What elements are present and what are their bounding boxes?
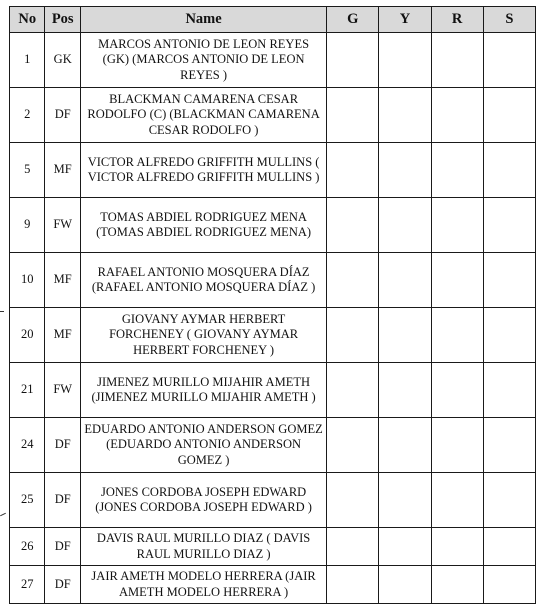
player-red	[431, 473, 483, 528]
player-red	[431, 308, 483, 363]
player-yellow	[379, 308, 431, 363]
player-goals	[327, 566, 379, 604]
player-no: 21	[10, 363, 45, 418]
player-name: BLACKMAN CAMARENA CESAR RODOLFO (C) (BLACKMAN CAMARENA CESAR RODOLFO )	[80, 88, 326, 143]
player-no: 26	[10, 528, 45, 566]
player-yellow	[379, 363, 431, 418]
player-no: 27	[10, 566, 45, 604]
player-pos: MF	[45, 308, 80, 363]
player-subs	[483, 363, 535, 418]
page-edge-mark	[0, 513, 6, 516]
lineup-table	[9, 6, 536, 604]
player-pos: DF	[45, 88, 80, 143]
player-subs	[483, 418, 535, 473]
header-goals: G	[327, 7, 379, 33]
header-no: No	[10, 7, 45, 33]
player-subs	[483, 143, 535, 198]
player-yellow	[379, 88, 431, 143]
player-name: GIOVANY AYMAR HERBERT FORCHENEY ( GIOVANY AYMAR HERBERT FORCHENEY )	[80, 308, 326, 363]
player-red	[431, 418, 483, 473]
player-name: VICTOR ALFREDO GRIFFITH MULLINS ( VICTOR ALFREDO GRIFFITH MULLINS )	[80, 143, 326, 198]
player-goals	[327, 418, 379, 473]
player-row	[10, 566, 536, 604]
player-red	[431, 566, 483, 604]
player-yellow	[379, 253, 431, 308]
player-subs	[483, 528, 535, 566]
header-name: Name	[80, 7, 326, 33]
player-goals	[327, 363, 379, 418]
player-row	[10, 253, 536, 308]
player-subs	[483, 88, 535, 143]
player-goals	[327, 253, 379, 308]
player-yellow	[379, 528, 431, 566]
player-row	[10, 143, 536, 198]
player-subs	[483, 473, 535, 528]
player-subs	[483, 308, 535, 363]
player-name: RAFAEL ANTONIO MOSQUERA DÍAZ (RAFAEL ANTONIO MOSQUERA DÍAZ )	[80, 253, 326, 308]
header-pos: Pos	[45, 7, 80, 33]
player-pos: FW	[45, 198, 80, 253]
player-name: DAVIS RAUL MURILLO DIAZ ( DAVIS RAUL MURILLO DIAZ )	[80, 528, 326, 566]
player-no: 9	[10, 198, 45, 253]
player-goals	[327, 88, 379, 143]
player-name: JIMENEZ MURILLO MIJAHIR AMETH (JIMENEZ MURILLO MIJAHIR AMETH )	[80, 363, 326, 418]
page-edge-mark	[0, 311, 4, 312]
player-red	[431, 528, 483, 566]
player-goals	[327, 473, 379, 528]
player-pos: GK	[45, 33, 80, 88]
header-red: R	[431, 7, 483, 33]
header-subs: S	[483, 7, 535, 33]
player-pos: DF	[45, 528, 80, 566]
player-subs	[483, 33, 535, 88]
player-name: MARCOS ANTONIO DE LEON REYES (GK) (MARCOS ANTONIO DE LEON REYES )	[80, 33, 326, 88]
player-red	[431, 198, 483, 253]
player-no: 5	[10, 143, 45, 198]
player-pos: FW	[45, 363, 80, 418]
player-pos: MF	[45, 253, 80, 308]
player-row	[10, 473, 536, 528]
player-row	[10, 308, 536, 363]
player-row	[10, 418, 536, 473]
player-goals	[327, 143, 379, 198]
player-no: 20	[10, 308, 45, 363]
player-pos: DF	[45, 473, 80, 528]
player-no: 24	[10, 418, 45, 473]
player-goals	[327, 33, 379, 88]
player-row	[10, 198, 536, 253]
player-row	[10, 528, 536, 566]
player-yellow	[379, 418, 431, 473]
player-no: 1	[10, 33, 45, 88]
player-name: TOMAS ABDIEL RODRIGUEZ MENA (TOMAS ABDIEL RODRIGUEZ MENA)	[80, 198, 326, 253]
header-row	[10, 7, 536, 33]
player-subs	[483, 198, 535, 253]
player-goals	[327, 198, 379, 253]
player-yellow	[379, 473, 431, 528]
player-red	[431, 143, 483, 198]
player-row	[10, 363, 536, 418]
player-red	[431, 363, 483, 418]
player-goals	[327, 308, 379, 363]
player-name: JAIR AMETH MODELO HERRERA (JAIR AMETH MODELO HERRERA )	[80, 566, 326, 604]
player-pos: MF	[45, 143, 80, 198]
header-yellow: Y	[379, 7, 431, 33]
player-row	[10, 33, 536, 88]
player-yellow	[379, 143, 431, 198]
player-yellow	[379, 198, 431, 253]
player-goals	[327, 528, 379, 566]
player-subs	[483, 253, 535, 308]
player-no: 25	[10, 473, 45, 528]
player-no: 2	[10, 88, 45, 143]
player-red	[431, 253, 483, 308]
player-pos: DF	[45, 566, 80, 604]
player-subs	[483, 566, 535, 604]
player-yellow	[379, 566, 431, 604]
player-name: JONES CORDOBA JOSEPH EDWARD (JONES CORDOBA JOSEPH EDWARD )	[80, 473, 326, 528]
player-no: 10	[10, 253, 45, 308]
player-pos: DF	[45, 418, 80, 473]
player-red	[431, 33, 483, 88]
player-yellow	[379, 33, 431, 88]
player-name: EDUARDO ANTONIO ANDERSON GOMEZ (EDUARDO ANTONIO ANDERSON GOMEZ )	[80, 418, 326, 473]
player-row	[10, 88, 536, 143]
player-red	[431, 88, 483, 143]
